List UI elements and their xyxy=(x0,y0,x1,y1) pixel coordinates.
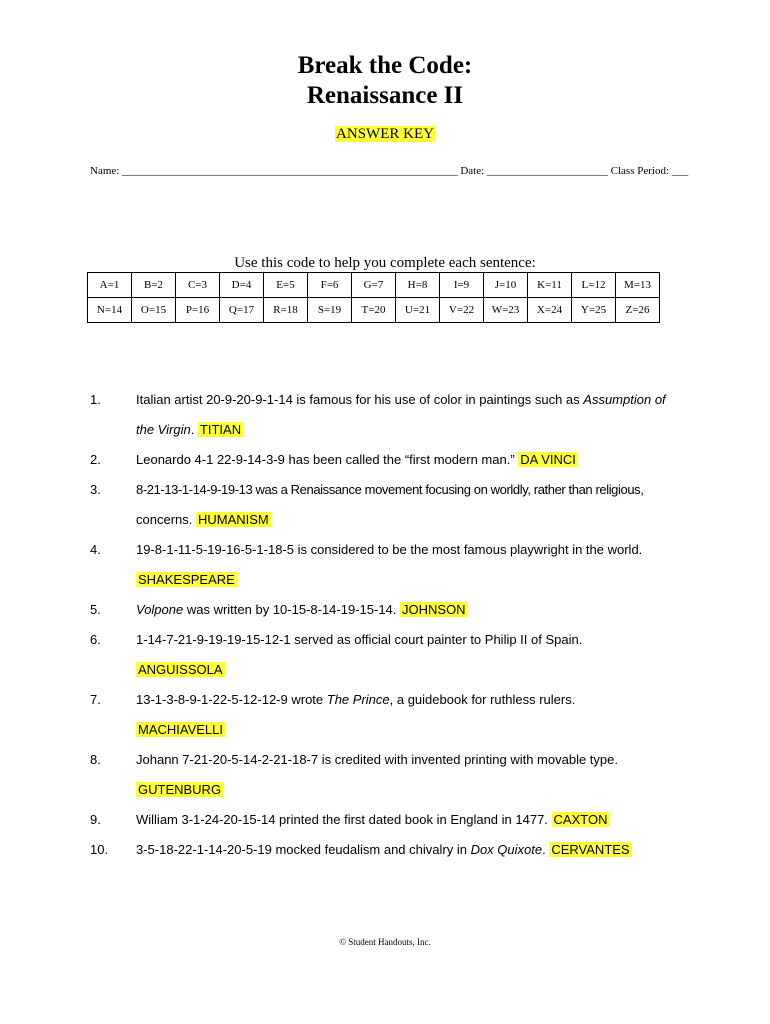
question-number: 8. xyxy=(90,752,101,767)
answer-highlight: ANGUISSOLA xyxy=(138,662,223,677)
code-cell: R=18 xyxy=(264,298,308,323)
code-cell: N=14 xyxy=(88,298,132,323)
answer-highlight: HUMANISM xyxy=(197,512,269,527)
question-number: 10. xyxy=(90,842,109,857)
code-cell: O=15 xyxy=(132,298,176,323)
code-table xyxy=(87,272,660,323)
question-text xyxy=(136,782,223,798)
code-cell: Z=26 xyxy=(616,298,660,323)
answer-highlight: CAXTON xyxy=(553,812,608,827)
code-cell: B=2 xyxy=(132,273,176,298)
code-cell: V=22 xyxy=(440,298,484,323)
question-text: Johann 7-21-20-5-14-2-21-18-7 is credited with invented printing with movable type. xyxy=(136,752,618,767)
answer-key-label: ANSWER KEY xyxy=(336,126,434,142)
question-text xyxy=(136,722,225,738)
question-text xyxy=(136,572,237,588)
footer-copyright: © Student Handouts, Inc. xyxy=(339,937,431,947)
code-cell: U=21 xyxy=(396,298,440,323)
code-cell: D=4 xyxy=(220,273,264,298)
question-text: 13-1-3-8-9-1-22-5-12-12-9 wrote The Prince, a guidebook for ruthless rulers. xyxy=(136,692,576,707)
code-row xyxy=(88,273,660,298)
answer-highlight: CERVANTES xyxy=(551,842,630,857)
code-cell: K=11 xyxy=(528,273,572,298)
worksheet-title-line-1: Break the Code: xyxy=(297,52,473,79)
question-text: Volpone was written by 10-15-8-14-19-15-14. JOHNSON xyxy=(136,602,466,617)
answer-highlight: MACHIAVELLI xyxy=(138,722,224,737)
code-cell: F=6 xyxy=(308,273,352,298)
code-cell: S=19 xyxy=(308,298,352,323)
answer-highlight: GUTENBURG xyxy=(138,782,222,797)
question-number: 3. xyxy=(90,482,101,497)
question-number: 4. xyxy=(90,542,101,557)
question-text: William 3-1-24-20-15-14 printed the first dated book in England in 1477. CAXTON xyxy=(136,812,608,827)
question-text: the Virgin. TITIAN xyxy=(136,422,242,437)
code-cell: C=3 xyxy=(176,273,220,298)
answer-highlight: SHAKESPEARE xyxy=(138,572,235,587)
question-number: 2. xyxy=(90,452,101,467)
answer-highlight: JOHNSON xyxy=(402,602,466,617)
code-cell: M=13 xyxy=(616,273,660,298)
code-cell: X=24 xyxy=(528,298,572,323)
code-cell: H=8 xyxy=(396,273,440,298)
code-cell: J=10 xyxy=(484,273,528,298)
question-number: 9. xyxy=(90,812,101,827)
code-cell: A=1 xyxy=(88,273,132,298)
code-cell: L=12 xyxy=(572,273,616,298)
question-number: 1. xyxy=(90,392,101,407)
question-text: 19-8-1-11-5-19-16-5-1-18-5 is considered to be the most famous playwright in the world. xyxy=(136,542,643,557)
answer-highlight: DA VINCI xyxy=(520,452,576,467)
name-date-period-line: Name: _____________________________________________________________ Date: ______________________ Class Period: ___ xyxy=(90,165,689,177)
question-text: 1-14-7-21-9-19-19-15-12-1 served as official court painter to Philip II of Spain. xyxy=(136,632,583,647)
question-text: Italian artist 20-9-20-9-1-14 is famous for his use of color in paintings such as Assumption of xyxy=(136,392,666,407)
question-number: 6. xyxy=(90,632,101,647)
code-cell: Y=25 xyxy=(572,298,616,323)
code-cell: I=9 xyxy=(440,273,484,298)
question-number: 7. xyxy=(90,692,101,707)
code-cell: P=16 xyxy=(176,298,220,323)
question-text: 3-5-18-22-1-14-20-5-19 mocked feudalism and chivalry in Dox Quixote. CERVANTES xyxy=(136,842,630,857)
question-text: Leonardo 4-1 22-9-14-3-9 has been called the “first modern man.” DA VINCI xyxy=(136,452,576,467)
worksheet-title-line-2: Renaissance II xyxy=(306,82,464,109)
code-cell: Q=17 xyxy=(220,298,264,323)
code-cell: G=7 xyxy=(352,273,396,298)
question-number: 5. xyxy=(90,602,101,617)
question-text: concerns. HUMANISM xyxy=(136,512,269,527)
answer-highlight: TITIAN xyxy=(199,422,242,437)
code-row xyxy=(88,298,660,323)
question-text: 8-21-13-1-14-9-19-13 was a Renaissance movement focusing on worldly, rather than religious, xyxy=(136,482,644,497)
instructions: Use this code to help you complete each sentence: xyxy=(234,255,536,271)
question-text xyxy=(136,662,225,678)
code-cell: E=5 xyxy=(264,273,308,298)
code-cell: W=23 xyxy=(484,298,528,323)
code-cell: T=20 xyxy=(352,298,396,323)
